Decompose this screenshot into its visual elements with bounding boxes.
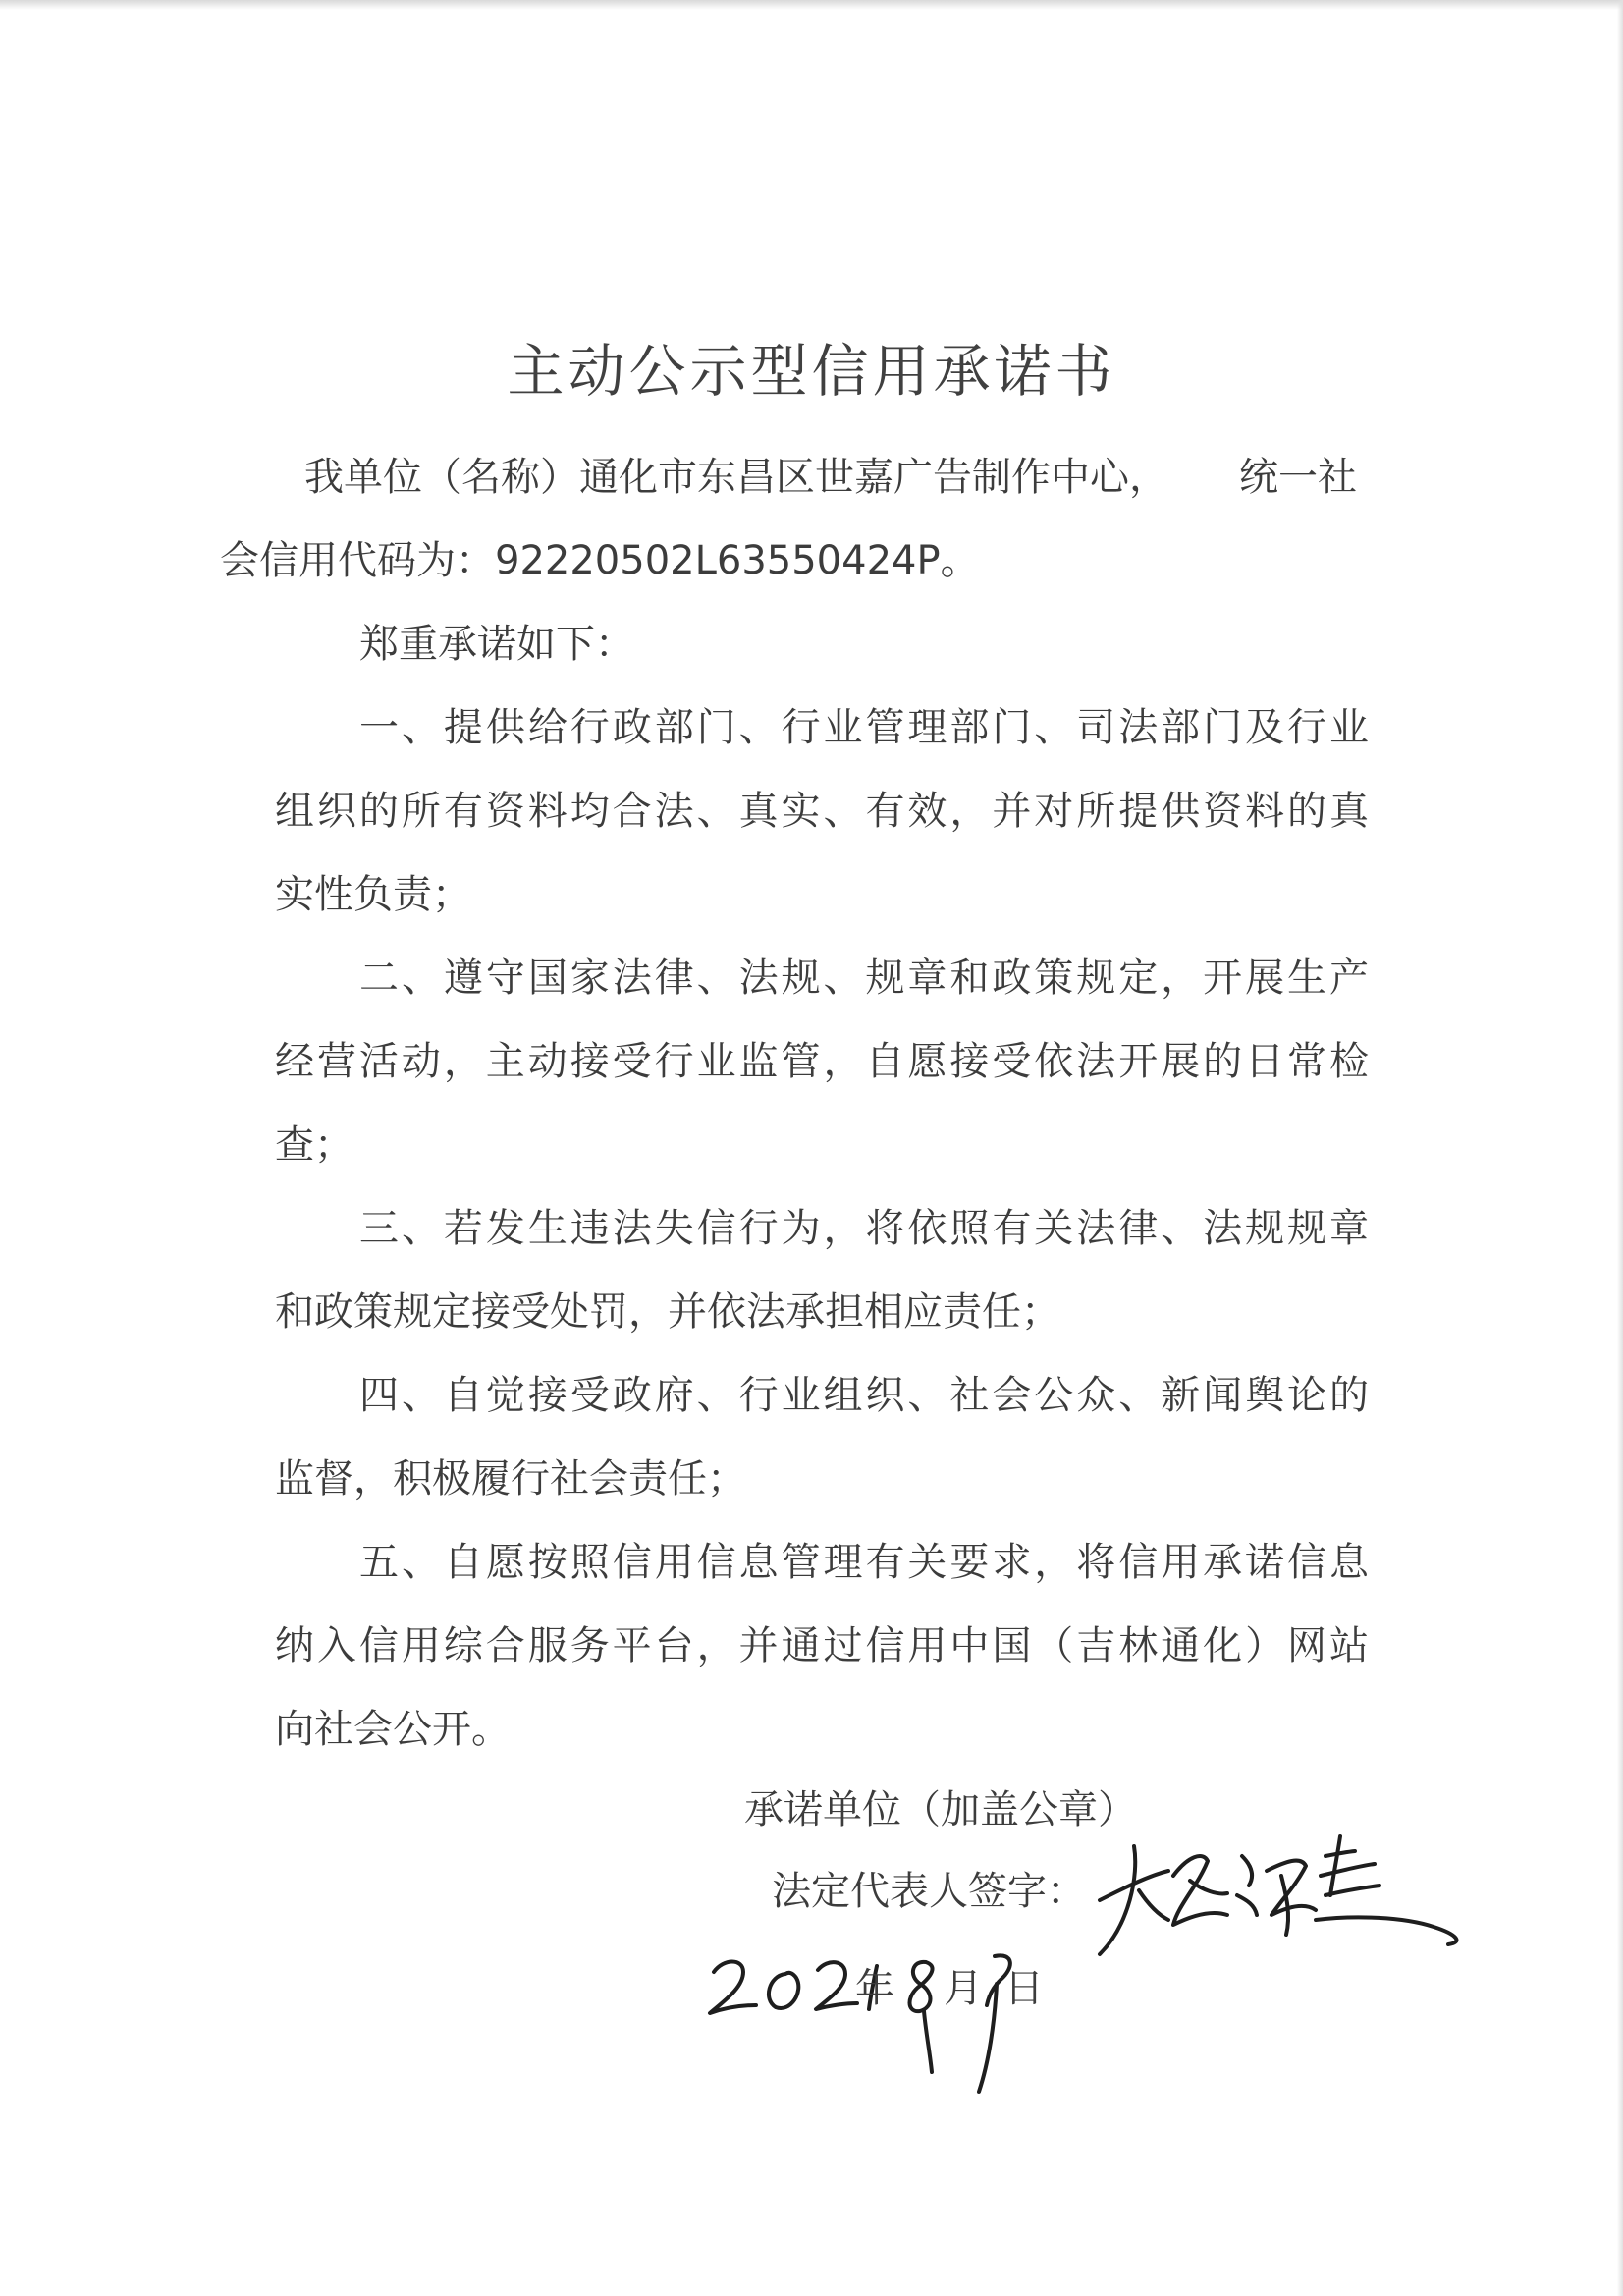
commitment-unit-label: 承诺单位（加盖公章） xyxy=(744,1787,1137,1832)
handwritten-date xyxy=(702,1944,1075,2102)
item-4-line-1: 四、自觉接受政府、行业组织、社会公众、新闻舆论的 xyxy=(359,1373,1369,1418)
item-1-line-3: 实性负责； xyxy=(275,872,471,917)
item-4-line-2: 监督，积极履行社会责任； xyxy=(275,1456,746,1502)
item-5-line-1: 五、自愿按照信用信息管理有关要求，将信用承诺信息 xyxy=(359,1540,1369,1585)
intro-line-1-tail: 统一社 xyxy=(1239,455,1357,500)
date-month-label: 月 xyxy=(944,1966,983,2011)
item-1-line-1: 一、提供给行政部门、行业管理部门、司法部门及行业 xyxy=(359,705,1369,750)
item-5-line-3: 向社会公开。 xyxy=(275,1707,511,1752)
date-year-label: 年 xyxy=(855,1966,894,2011)
handwritten-signature xyxy=(1080,1817,1473,1964)
scan-edge-top xyxy=(0,0,1623,10)
item-1-line-2: 组织的所有资料均合法、真实、有效，并对所提供资料的真 xyxy=(275,789,1369,834)
document-title: 主动公示型信用承诺书 xyxy=(507,338,1116,405)
date-day-label: 日 xyxy=(1004,1966,1044,2011)
intro-line-2: 会信用代码为：92220502L63550424P。 xyxy=(220,538,980,583)
item-2-line-3: 查； xyxy=(275,1122,353,1168)
item-5-line-2: 纳入信用综合服务平台，并通过信用中国（吉林通化）网站 xyxy=(275,1623,1369,1668)
item-3-line-2: 和政策规定接受处罚，并依法承担相应责任； xyxy=(275,1289,1060,1335)
commit-lead: 郑重承诺如下： xyxy=(359,622,634,667)
intro-line-1-lead: 我单位（名称）通化市东昌区世嘉广告制作中心， xyxy=(304,455,1168,500)
item-2-line-1: 二、遵守国家法律、法规、规章和政策规定，开展生产 xyxy=(359,956,1369,1001)
item-3-line-1: 三、若发生违法失信行为，将依照有关法律、法规规章 xyxy=(359,1206,1369,1251)
legal-rep-label: 法定代表人签字： xyxy=(772,1869,1086,1914)
item-2-line-2: 经营活动，主动接受行业监管，自愿接受依法开展的日常检 xyxy=(275,1039,1369,1084)
